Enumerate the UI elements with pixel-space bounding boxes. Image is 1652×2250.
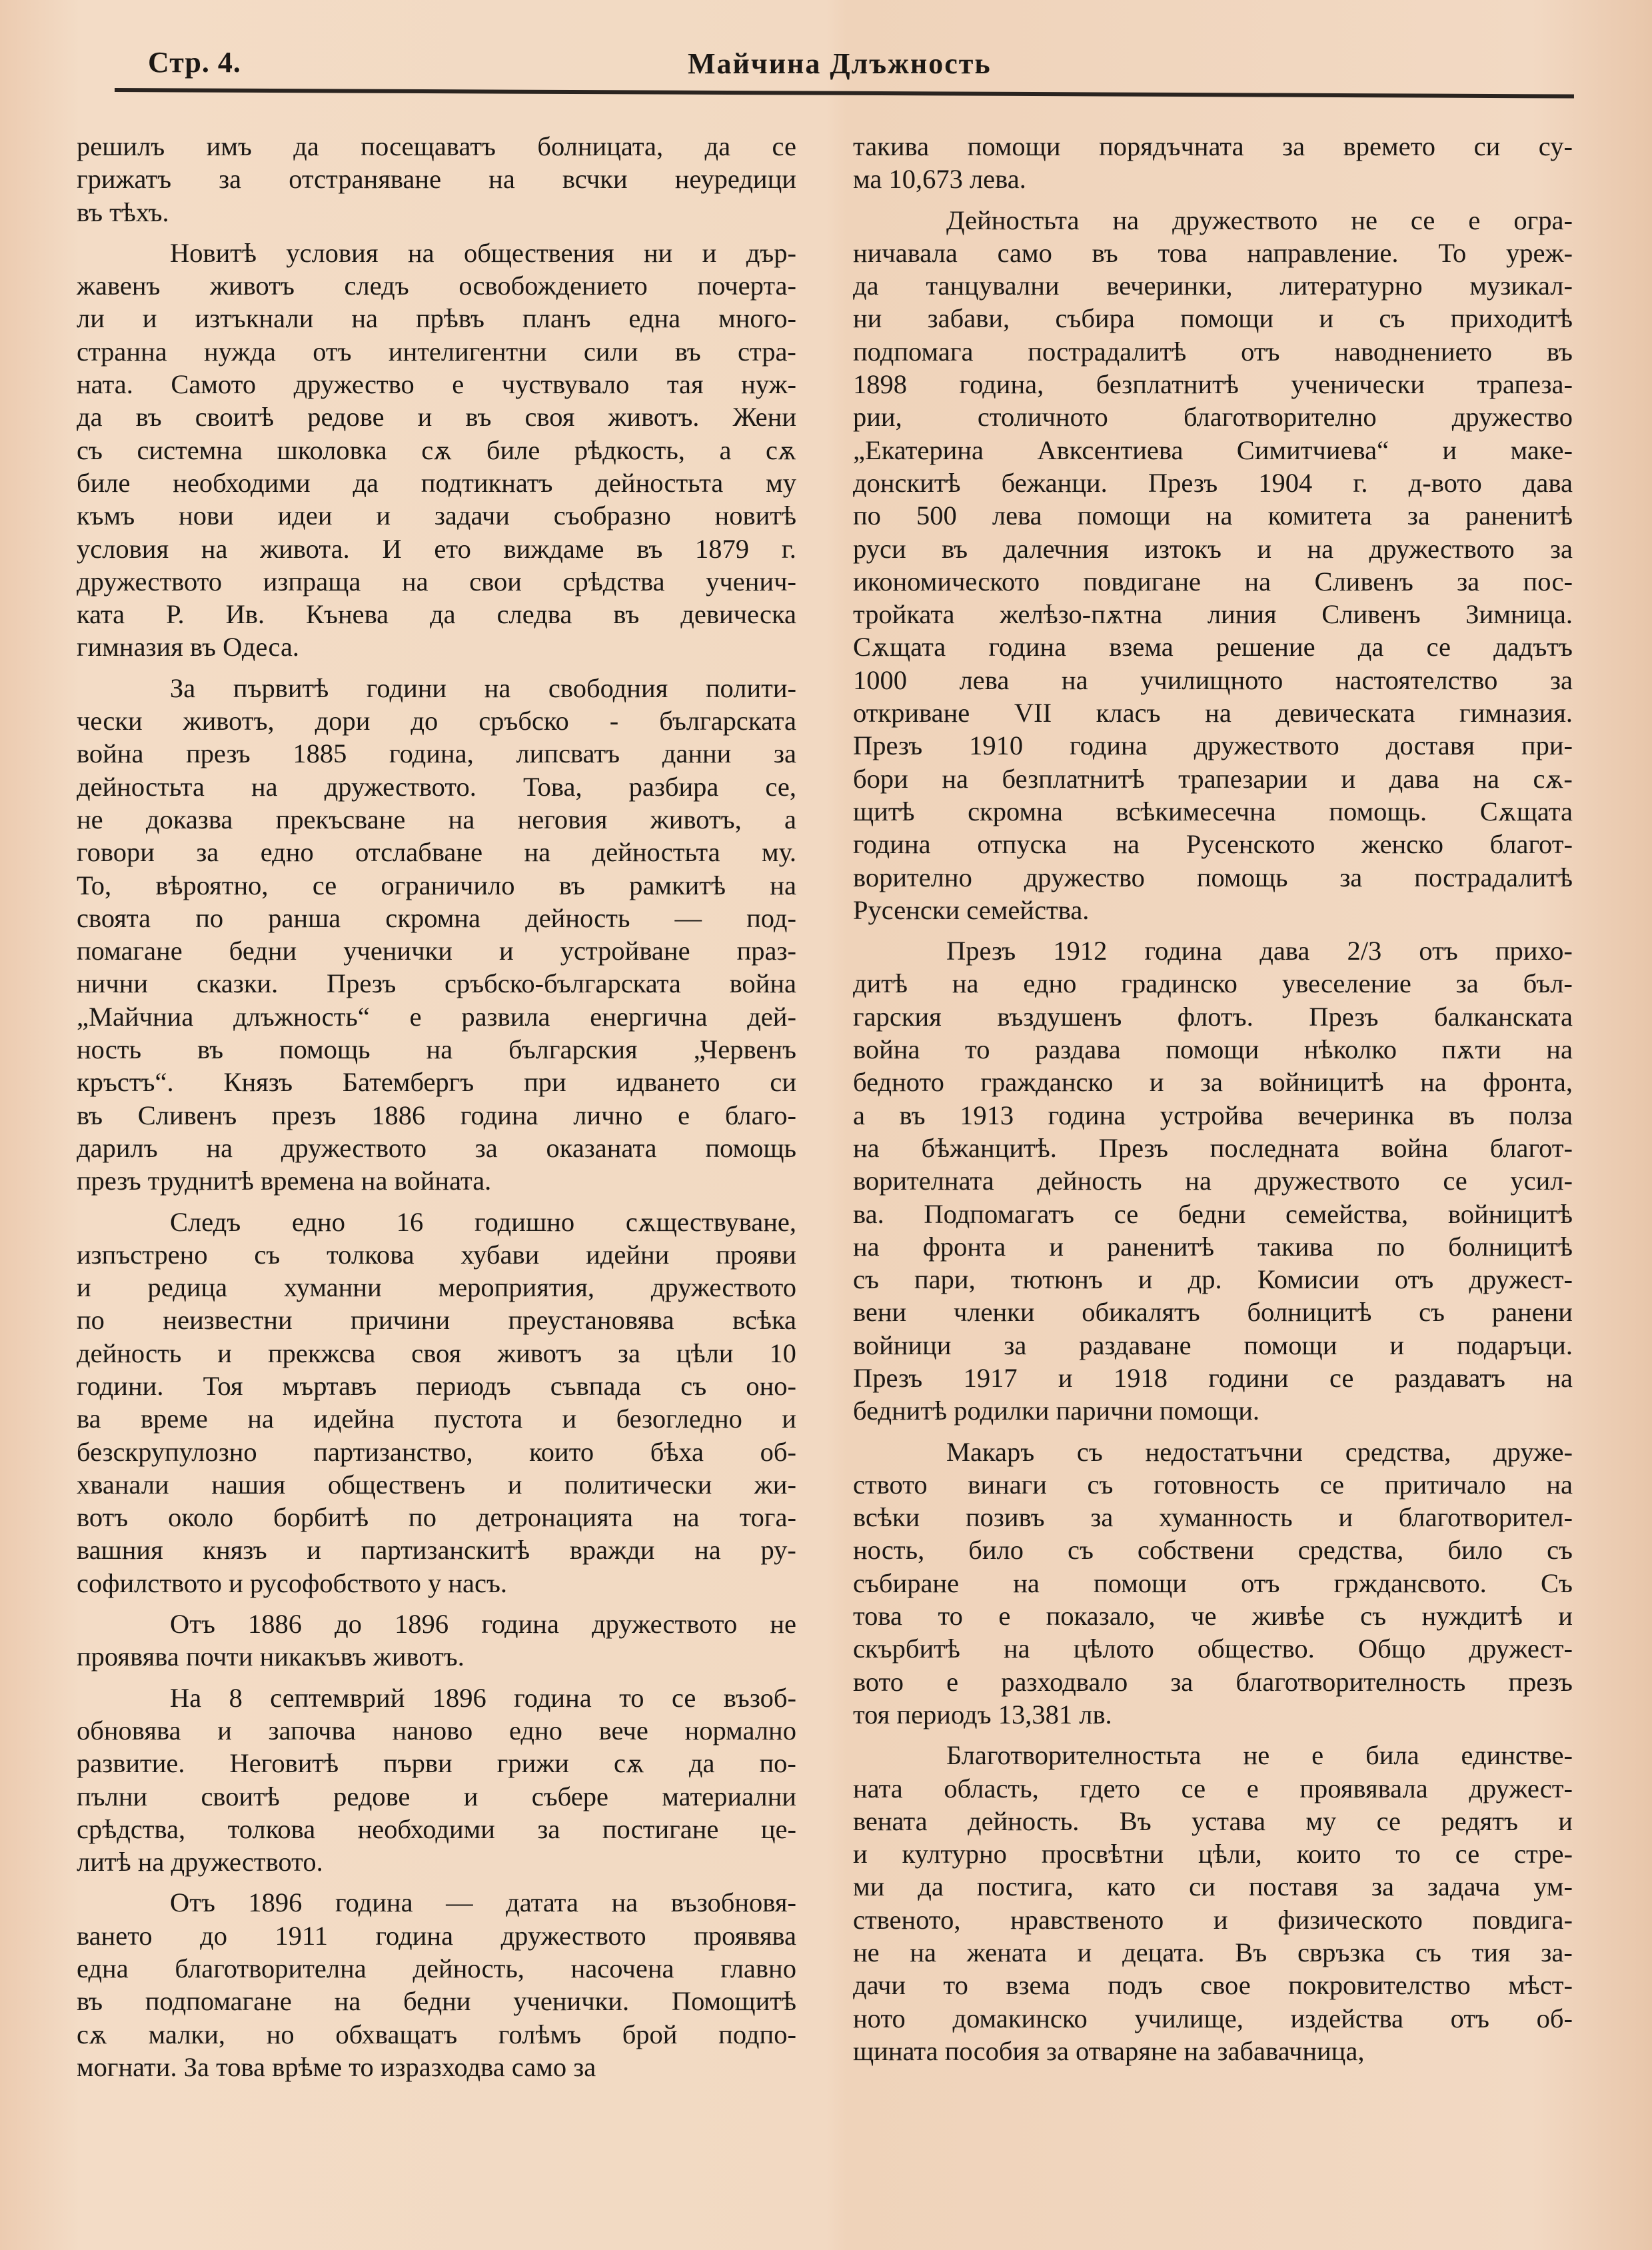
text-line: Отъ 1896 година — датата на възобновя- bbox=[170, 1887, 796, 1918]
text-line: щината пособия за отваряне на забавачница, bbox=[853, 2035, 1365, 2066]
text-line: 1898 година, безплатнитѣ ученически трапеза- bbox=[853, 369, 1573, 400]
text-line: щитѣ скромна всѣкимесечна помощь. Сѫщата bbox=[853, 796, 1573, 826]
text-line: ката Р. Ив. Кънева да следва въ девическа bbox=[77, 599, 796, 630]
text-line: години. Тоя мъртавъ периодъ съвпада съ оно- bbox=[77, 1370, 796, 1401]
text-line: Презъ 1910 година дружеството доставя при- bbox=[853, 730, 1573, 761]
text-line: гарския въздушенъ флотъ. Презъ балканската bbox=[853, 1001, 1573, 1032]
text-line: бори на безплатнитѣ трапезарии и дава на сѫ- bbox=[853, 763, 1573, 794]
text-line: Следъ едно 16 годишно сѫществуване, bbox=[170, 1206, 796, 1237]
text-line: Благотворителностьта не е била единстве- bbox=[946, 1740, 1573, 1771]
text-line: грижатъ за отстраняване на всчки неуредици bbox=[77, 164, 796, 195]
text-line: развитие. Неговитѣ първи грижи сѫ да по- bbox=[77, 1748, 796, 1779]
text-line: То, вѣроятно, се ограничило въ рамкитѣ на bbox=[77, 870, 796, 900]
text-line: ми да постига, като си поставя за задача ум- bbox=[853, 1871, 1573, 1902]
text-line: година отпуска на Русенското женско благот- bbox=[853, 829, 1573, 860]
text-line: дейность и прекжсва своя животъ за цѣли 10 bbox=[77, 1338, 796, 1368]
text-line: беднитѣ родилки парични помощи. bbox=[853, 1396, 1260, 1426]
text-line: къмъ нови идеи и задачи съобразно новитѣ bbox=[77, 501, 796, 531]
text-line: ничавала само въ това направление. То уреж- bbox=[853, 237, 1573, 268]
text-line: и редица хуманни мероприятия, дружеството bbox=[77, 1272, 796, 1303]
text-line: икономическото повдигане на Сливенъ за пос- bbox=[853, 566, 1573, 596]
text-line: да въ своитѣ редове и въ своя животъ. Жени bbox=[77, 402, 796, 433]
text-line: на фронта и раненитѣ такива по болницитѣ bbox=[853, 1231, 1573, 1262]
page-number: Стр. 4. bbox=[148, 46, 241, 79]
text-line: вото е разходвало за благотворителность презъ bbox=[853, 1666, 1573, 1697]
text-line: нични сказки. Презъ сръбско-българската война bbox=[77, 968, 796, 999]
text-line: въ тѣхъ. bbox=[77, 197, 169, 227]
text-line: ли и изтъкнали на прѣвъ планъ една много- bbox=[77, 303, 796, 334]
text-line: ни забави, събира помощи и съ приходитѣ bbox=[853, 303, 1573, 334]
text-line: ность, било съ собствени средства, било съ bbox=[853, 1535, 1573, 1566]
page-header bbox=[115, 40, 1574, 93]
text-line: Презъ 1917 и 1918 години се раздаватъ на bbox=[853, 1362, 1573, 1393]
text-line: ворителната дейность на дружеството се усил- bbox=[853, 1166, 1573, 1196]
text-line: Отъ 1886 до 1896 година дружеството не bbox=[170, 1609, 796, 1640]
text-line: 1000 лева на училищното настоятелство за bbox=[853, 664, 1573, 695]
text-line: всѣки позивъ за хуманность и благотворител- bbox=[853, 1502, 1573, 1533]
text-line: вени членки обикалятъ болницитѣ съ ранени bbox=[853, 1297, 1573, 1328]
text-line: ната область, гдето се е проявявала дружест- bbox=[853, 1773, 1573, 1803]
text-line: Дейностьта на дружеството не се е огра- bbox=[946, 205, 1573, 235]
text-line: ното домакинско училище, издейства отъ об- bbox=[853, 2003, 1573, 2033]
paragraph bbox=[853, 130, 1573, 196]
text-line: на бѣжанцитѣ. Презъ последната война благот- bbox=[853, 1132, 1573, 1163]
text-line: За първитѣ години на свободния полити- bbox=[170, 672, 796, 703]
text-line: сѫ малки, но обхващатъ голѣмъ брой подпо- bbox=[77, 2019, 796, 2049]
text-line: Новитѣ условия на обществения ни и дър- bbox=[170, 237, 796, 268]
text-line: не доказва прекъсване на неговия животъ, а bbox=[77, 804, 796, 834]
text-line: откриване VII класъ на девическата гимназия. bbox=[853, 698, 1573, 728]
text-line: въ Сливенъ презъ 1886 година лично е благо- bbox=[77, 1100, 796, 1130]
text-line: проявява почти никакъвъ животъ. bbox=[77, 1642, 464, 1672]
journal-title: Майчина Длъжность bbox=[688, 47, 992, 80]
text-line: по неизвестни причини преустановява всѣка bbox=[77, 1305, 796, 1336]
text-line: безскрупулозно партизанство, които бѣха об- bbox=[77, 1436, 796, 1467]
text-line: ването до 1911 година дружеството проявява bbox=[77, 1920, 796, 1951]
text-line: могнати. За това врѣме то изразходва само за bbox=[77, 2051, 596, 2082]
text-line: по 500 лева помощи на комитета за раненитѣ bbox=[853, 501, 1573, 531]
text-line: дейностьта на дружеството. Това, разбира се, bbox=[77, 771, 796, 802]
text-line: руси въ далечния изтокъ и на дружеството за bbox=[853, 533, 1573, 564]
paragraph bbox=[77, 1682, 796, 1879]
text-line: вената дейность. Въ устава му се редятъ и bbox=[853, 1805, 1573, 1836]
paragraph bbox=[77, 1608, 796, 1674]
text-line: бедното гражданско и за войницитѣ на фронта, bbox=[853, 1067, 1573, 1098]
text-line: дитѣ на едно градинско увеселение за бъл- bbox=[853, 968, 1573, 999]
text-line: това то е показало, че живѣе съ нуждитѣ и bbox=[853, 1601, 1573, 1632]
text-line: скърбитѣ на цѣлото общество. Общо дружест- bbox=[853, 1634, 1573, 1664]
text-line: говори за едно отслабване на дейностьта му. bbox=[77, 837, 796, 868]
paragraph bbox=[853, 1436, 1573, 1731]
paragraph bbox=[853, 204, 1573, 927]
text-line: вотъ около борбитѣ по детронацията на тога- bbox=[77, 1502, 796, 1533]
text-line: своята по ранша скромна дейность — под- bbox=[77, 902, 796, 933]
text-line: помагане бедни ученички и устройване праз- bbox=[77, 936, 796, 966]
paragraph bbox=[853, 934, 1573, 1427]
right-column bbox=[853, 130, 1573, 2067]
text-line: да танцувални вечеринки, литературно музикал- bbox=[853, 271, 1573, 301]
text-line: странна нужда отъ интелигентни сили въ стра- bbox=[77, 336, 796, 367]
text-line: софилството и русофобството у насъ. bbox=[77, 1568, 508, 1598]
text-line: събиране на помощи отъ грждансвото. Съ bbox=[853, 1568, 1573, 1598]
text-line: не на жената и децата. Въ свръзка съ тия за- bbox=[853, 1937, 1573, 1968]
text-line: ството винаги съ готовность се притичало на bbox=[853, 1469, 1573, 1500]
text-line: съ системна школовка сѫ биле рѣдкость, а сѫ bbox=[77, 435, 796, 465]
text-line: гимназия въ Одеса. bbox=[77, 632, 300, 662]
text-line: тройката желѣзо-пѫтна линия Сливенъ Зимница. bbox=[853, 599, 1573, 630]
left-column bbox=[77, 130, 796, 2083]
text-line: дарилъ на дружеството за оказаната помощь bbox=[77, 1132, 796, 1163]
text-line: такива помощи порядъчната за времето си су- bbox=[853, 131, 1573, 161]
text-line: ма 10,673 лева. bbox=[853, 164, 1026, 195]
text-line: Презъ 1912 година дава 2/3 отъ прихо- bbox=[946, 936, 1573, 966]
text-line: литѣ на дружеството. bbox=[77, 1847, 323, 1877]
text-line: срѣдства, толкова необходими за постигане це- bbox=[77, 1813, 796, 1844]
text-line: войници за раздаване помощи и подаръци. bbox=[853, 1330, 1573, 1360]
text-line: ната. Самото дружество е чуствувало тая нуж- bbox=[77, 369, 796, 400]
text-line: рии, столичното благотворително дружество bbox=[853, 402, 1573, 433]
text-line: презъ труднитѣ времена на войната. bbox=[77, 1166, 492, 1196]
text-line: ность въ помощь на българския „Червенъ bbox=[77, 1034, 796, 1065]
text-line: условия на живота. И ето виждаме въ 1879 г. bbox=[77, 533, 796, 564]
text-line: ва време на идейна пустота и безогледно и bbox=[77, 1404, 796, 1434]
text-line: ворително дружество помощь за пострадалитѣ bbox=[853, 862, 1573, 892]
header-rule bbox=[115, 88, 1574, 99]
text-line: вашния князъ и партизанскитѣ вражди на ру- bbox=[77, 1535, 796, 1566]
text-line: Сѫщата година взема решение да се дадътъ bbox=[853, 632, 1573, 662]
paragraph bbox=[77, 1206, 796, 1600]
text-line: „Екатерина Авксентиева Симитчиева“ и маке- bbox=[853, 435, 1573, 465]
text-line: решилъ имъ да посещаватъ болницата, да се bbox=[77, 131, 796, 161]
text-line: тоя периодъ 13,381 лв. bbox=[853, 1699, 1112, 1729]
text-line: дружеството изпраща на свои срѣдства ученич- bbox=[77, 566, 796, 596]
text-line: война то раздава помощи нѣколко пѫти на bbox=[853, 1034, 1573, 1065]
paragraph bbox=[77, 672, 796, 1198]
text-line: жавенъ животъ следъ освобождението почерта- bbox=[77, 271, 796, 301]
text-line: изпъстрено съ толкова хубави идейни прояви bbox=[77, 1239, 796, 1270]
paragraph bbox=[77, 1886, 796, 2083]
text-line: донскитѣ бежанци. Презъ 1904 г. д-вото дава bbox=[853, 467, 1573, 498]
text-line: и културно просвѣтни цѣли, които то се стре- bbox=[853, 1839, 1573, 1869]
text-line: хванали нашия общественъ и политически жи- bbox=[77, 1469, 796, 1500]
text-line: а въ 1913 година устройва вечеринка въ полза bbox=[853, 1100, 1573, 1130]
text-line: ва. Подпомагатъ се бедни семейства, войницитѣ bbox=[853, 1198, 1573, 1229]
text-line: биле необходими да подтикнатъ дейностьта му bbox=[77, 467, 796, 498]
text-line: обновява и започва наново едно вече нормално bbox=[77, 1715, 796, 1745]
text-line: война презъ 1885 година, липсватъ данни за bbox=[77, 738, 796, 769]
text-line: „Майчниа длъжность“ е развила енергична дей- bbox=[77, 1001, 796, 1032]
text-line: кръстъ“. Князъ Батембергъ при идването си bbox=[77, 1067, 796, 1098]
text-line: Макаръ съ недостатъчни средства, друже- bbox=[946, 1436, 1573, 1467]
paragraph bbox=[77, 130, 796, 229]
paragraph bbox=[853, 1739, 1573, 2067]
text-line: пълни своитѣ редове и събере материални bbox=[77, 1781, 796, 1811]
text-line: Русенски семейства. bbox=[853, 894, 1090, 925]
paragraph bbox=[77, 237, 796, 664]
text-line: въ подпомагане на бедни ученички. Помощитѣ bbox=[77, 1986, 796, 2017]
text-line: На 8 септемврий 1896 година то се възоб- bbox=[170, 1682, 796, 1713]
text-line: чески животъ, дори до сръбско - българската bbox=[77, 706, 796, 736]
text-line: съ пари, тютюнъ и др. Комисии отъ дружест- bbox=[853, 1264, 1573, 1295]
text-line: дачи то взема подъ свое покровителство мѣст- bbox=[853, 1970, 1573, 2001]
text-line: ственото, нравственото и физическото повдига- bbox=[853, 1904, 1573, 1935]
text-line: подпомага пострадалитѣ отъ наводнението въ bbox=[853, 336, 1573, 367]
text-line: една благотворителна дейность, насочена главно bbox=[77, 1953, 796, 1984]
